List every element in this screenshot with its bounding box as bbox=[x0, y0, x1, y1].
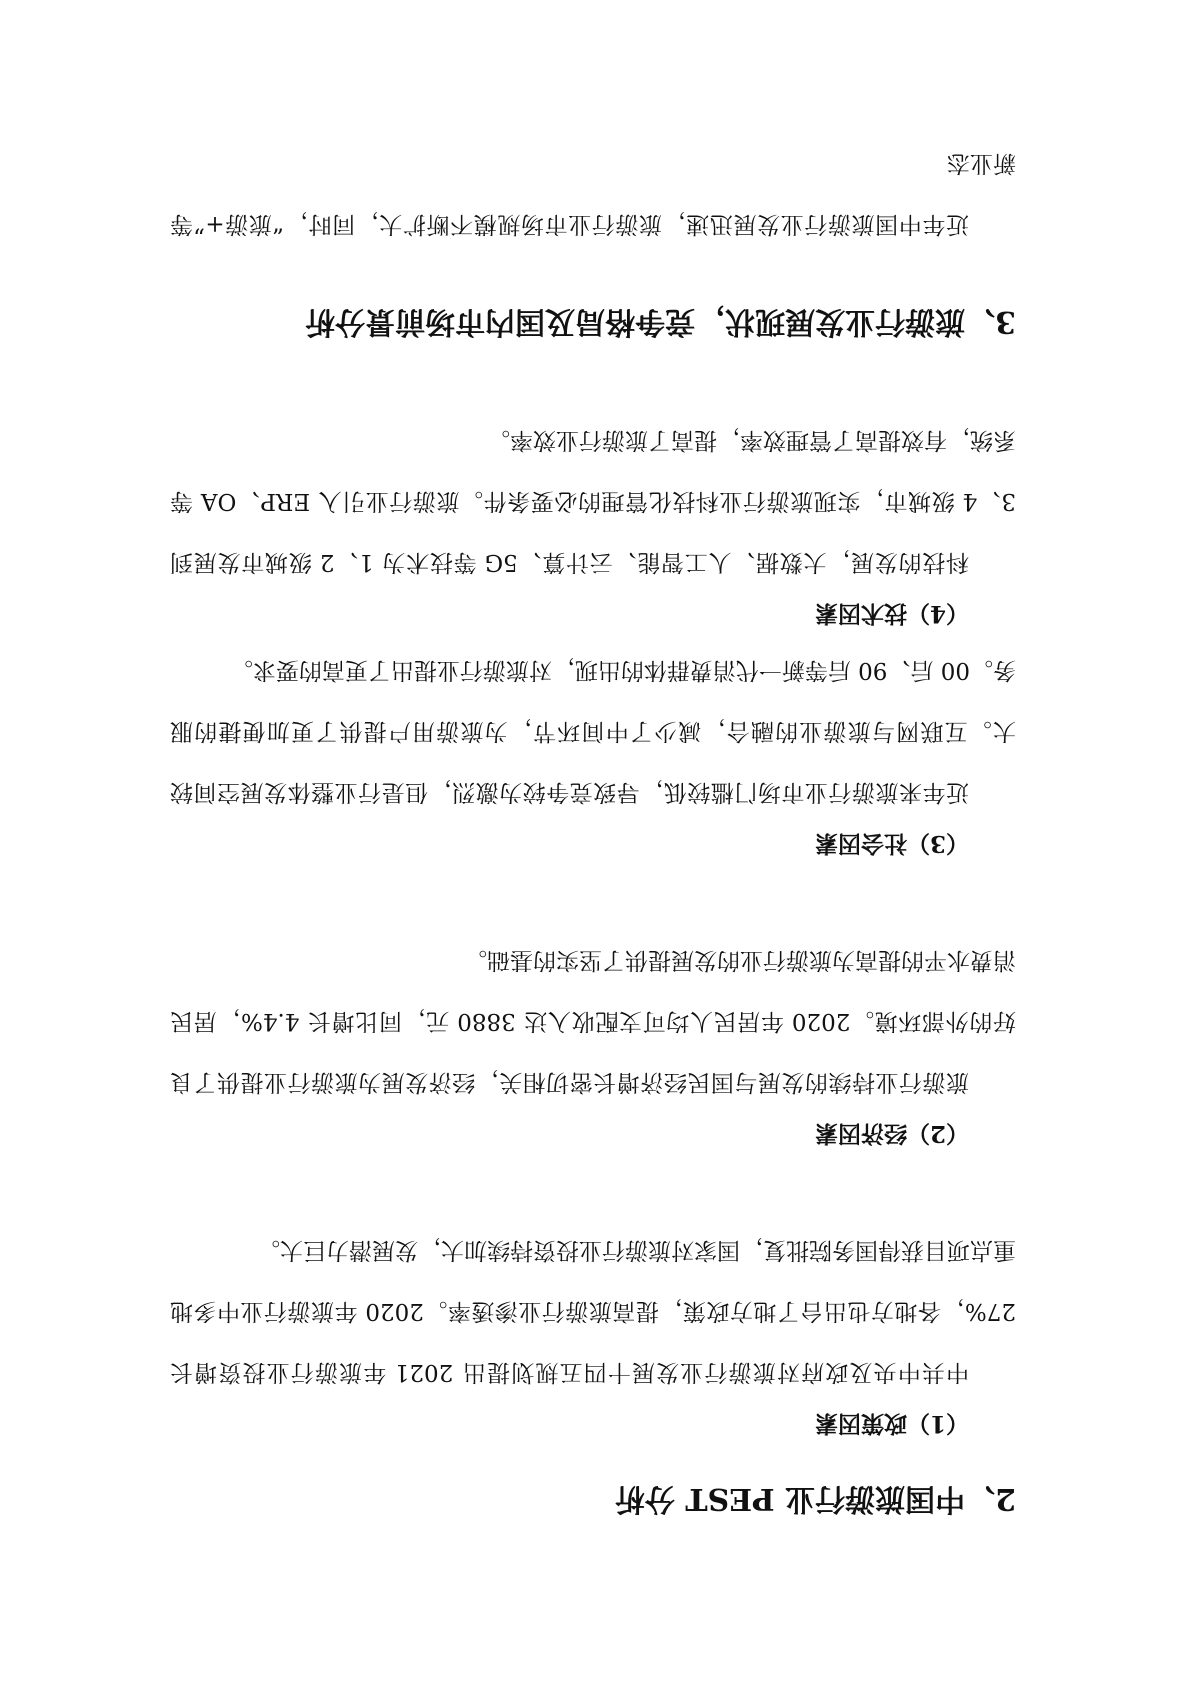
policy-heading-block bbox=[170, 1409, 1016, 1442]
social-paragraph: 近年来旅游行业市场门槛较低，导致竞争较为激烈，但是行业整体发展空间较大。互联网与旅游业的融合，减少了中间环节，为旅游用户提供了更加便捷的服务。00 后、90 后等新一代消费群体的出现，对旅游行业提出了更高的要求。 bbox=[170, 657, 1016, 805]
social-block bbox=[170, 639, 1016, 822]
policy-subheading: （1）政策因素 bbox=[814, 1410, 969, 1437]
section-status-heading bbox=[170, 303, 1016, 347]
section-pest-heading bbox=[170, 1480, 1016, 1524]
economy-subheading: （2）经济因素 bbox=[814, 1120, 969, 1147]
tech-block bbox=[170, 409, 1016, 592]
section-heading: 2、中国旅游行业 PEST 分析 bbox=[614, 1481, 1016, 1516]
status-block bbox=[170, 132, 1016, 254]
economy-paragraph: 旅游行业持续的发展与国民经济增长密切相关，经济发展为旅游行业提供了良好的外部环境。2020 年居民人均可支配收入达 3880 元，同比增长 4.4%，居民消费水平的提高为旅游行业的发展提供了坚实的基础。 bbox=[170, 947, 1016, 1095]
tech-paragraph: 科技的发展，大数据、人工智能、云计算、5G 等技术为 1、2 级城市发展到 3、4 级城市，实现旅游行业科技化管理的必要条件。旅游行业引入 ERP、OA 等系统，有效提高了管理效率，提高了旅游行业效率。 bbox=[170, 427, 1016, 575]
economy-heading-block bbox=[170, 1119, 1016, 1152]
tech-subheading: （4）技术因素 bbox=[814, 600, 969, 627]
policy-block bbox=[170, 1219, 1016, 1402]
economy-block bbox=[170, 929, 1016, 1112]
section-heading: 3、旅游行业发展现状，竞争格局及国内市场前景分析 bbox=[305, 304, 1016, 339]
social-heading-block bbox=[170, 829, 1016, 862]
social-subheading: （3）社会因素 bbox=[814, 830, 969, 857]
tech-heading-block bbox=[170, 599, 1016, 632]
status-paragraph: 近年中国旅游行业发展迅速，旅游行业市场规模不断扩大，同时，“旅游+”等新业态 bbox=[170, 150, 1016, 237]
policy-paragraph: 中共中央及政府对旅游行业发展十四五规划提出 2021 年旅游行业投资增长 27%，各地方也出台了地方政策，提高旅游行业渗透率。2020 年旅游行业中多地重点项目获得国务院批复，国家对旅游行业投资持续加大，发展潜力巨大。 bbox=[170, 1237, 1016, 1385]
